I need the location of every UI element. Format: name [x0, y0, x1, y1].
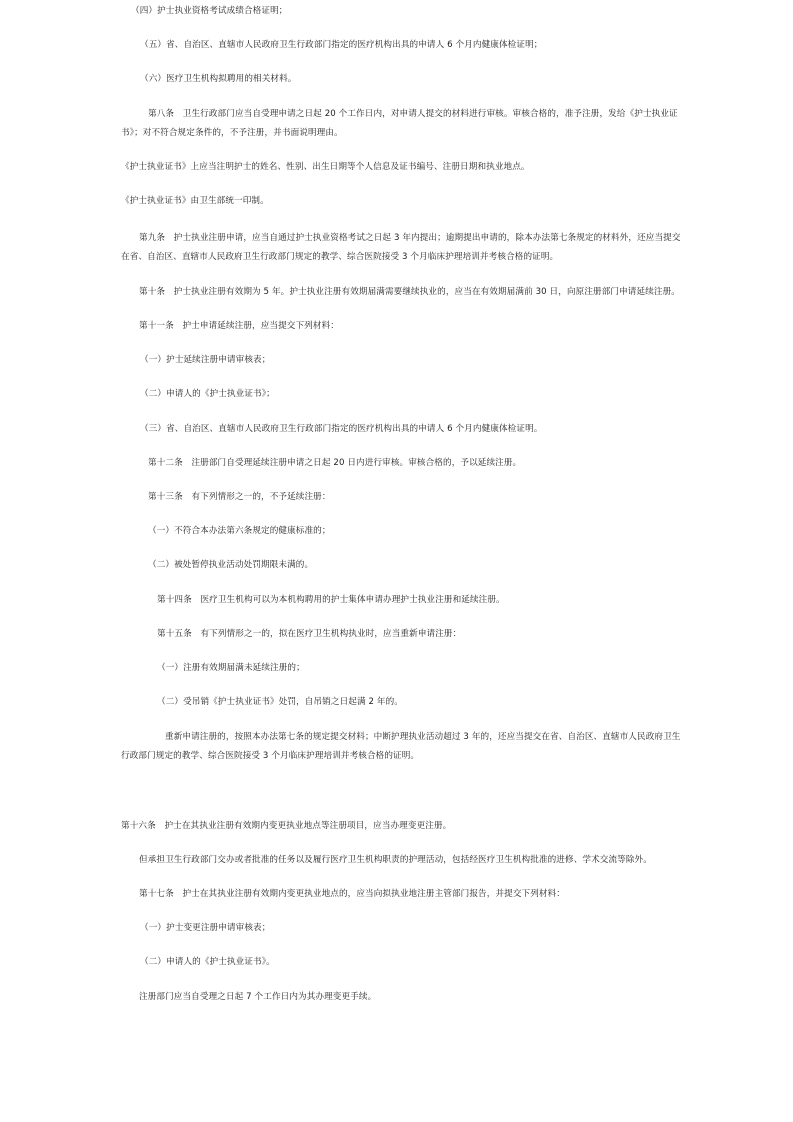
article-13-item-1: （一）不符合本办法第六条规定的健康标准的； [148, 526, 331, 536]
article-11: 第十一条 护士申请延续注册，应当提交下列材料： [139, 321, 339, 331]
article-12: 第十二条 注册部门自受理延续注册申请之日起 20 日内进行审核。审核合格的，予以延续注册。 [148, 458, 522, 468]
article-9-line-2: 在省、自治区、直辖市人民政府卫生行政部门规定的教学、综合医院接受 3 个月临床护理培训并考核合格的证明。 [121, 252, 559, 262]
change-procedure-paragraph: 注册部门应当自受理之日起 7 个工作日内为其办理变更手续。 [139, 992, 377, 1002]
article-11-item-3: （三）省、自治区、直辖市人民政府卫生行政部门指定的医疗机构出具的申请人 6 个月内健康体检证明。 [140, 424, 543, 434]
article-17-item-1: （一）护士变更注册申请审核表； [140, 923, 271, 933]
article-11-item-1: （一）护士延续注册申请审核表； [140, 355, 271, 365]
article-16: 第十六条 护士在其执业注册有效期内变更执业地点等注册项目，应当办理变更注册。 [121, 821, 452, 831]
article-15-item-1: （一）注册有效期届满未延续注册的； [157, 663, 305, 673]
certificate-info-paragraph: 《护士执业证书》上应当注明护士的姓名、性别、出生日期等个人信息及证书编号、注册日期和执业地点。 [121, 162, 530, 172]
article-13: 第十三条 有下列情形之一的，不予延续注册： [148, 492, 331, 502]
article-10: 第十条 护士执业注册有效期为 5 年。护士执业注册有效期届满需要继续执业的，应当在有效期届满前 30 日，向原注册部门申请延续注册。 [139, 287, 680, 297]
article-17-item-2: （二）申请人的《护士执业证书》。 [140, 957, 275, 967]
article-17: 第十七条 护士在其执业注册有效期内变更执业地点的，应当向拟执业地注册主管部门报告，并提交下列材料： [139, 889, 565, 899]
article-16-exception: 但承担卫生行政部门交办或者批准的任务以及履行医疗卫生机构职责的护理活动，包括经医疗卫生机构批准的进修、学术交流等除外。 [139, 855, 652, 865]
article-11-item-2: （二）申请人的《护士执业证书》； [140, 389, 275, 399]
reapplication-line-1: 重新申请注册的，按照本办法第七条的规定提交材料；中断护理执业活动超过 3 年的，还应当提交在省、自治区、直辖市人民政府卫生 [165, 732, 681, 742]
article-14: 第十四条 医疗卫生机构可以为本机构聘用的护士集体申请办理护士执业注册和延续注册。 [157, 595, 505, 605]
article-8-line-2: 书》；对不符合规定条件的，不予注册，并书面说明理由。 [121, 128, 343, 138]
article-13-item-2: （二）被处暂停执业活动处罚期限未满的。 [148, 560, 314, 570]
item-4-exam-certificate: （四）护士执业资格考试成绩合格证明； [131, 6, 288, 16]
article-15: 第十五条 有下列情形之一的，拟在医疗卫生机构执业时，应当重新申请注册： [157, 629, 462, 639]
item-5-health-certificate: （五）省、自治区、直辖市人民政府卫生行政部门指定的医疗机构出具的申请人 6 个月内健康体检证明； [140, 40, 543, 50]
article-9-line-1: 第九条 护士执业注册申请，应当自通过护士执业资格考试之日起 3 年内提出；逾期提出申请的，除本办法第七条规定的材料外，还应当提交 [139, 233, 681, 243]
article-8-line-1: 第八条 卫生行政部门应当自受理申请之日起 20 个工作日内，对申请人提交的材料进行审核。审核合格的，准予注册，发给《护士执业证 [148, 109, 678, 119]
item-6-employment-materials: （六）医疗卫生机构拟聘用的相关材料。 [140, 74, 297, 84]
reapplication-line-2: 行政部门规定的教学、综合医院接受 3 个月临床护理培训并考核合格的证明。 [121, 751, 420, 761]
article-15-item-2: （二）受吊销《护士执业证书》处罚，自吊销之日起满 2 年的。 [157, 697, 403, 707]
certificate-printing-paragraph: 《护士执业证书》由卫生部统一印制。 [121, 196, 269, 206]
